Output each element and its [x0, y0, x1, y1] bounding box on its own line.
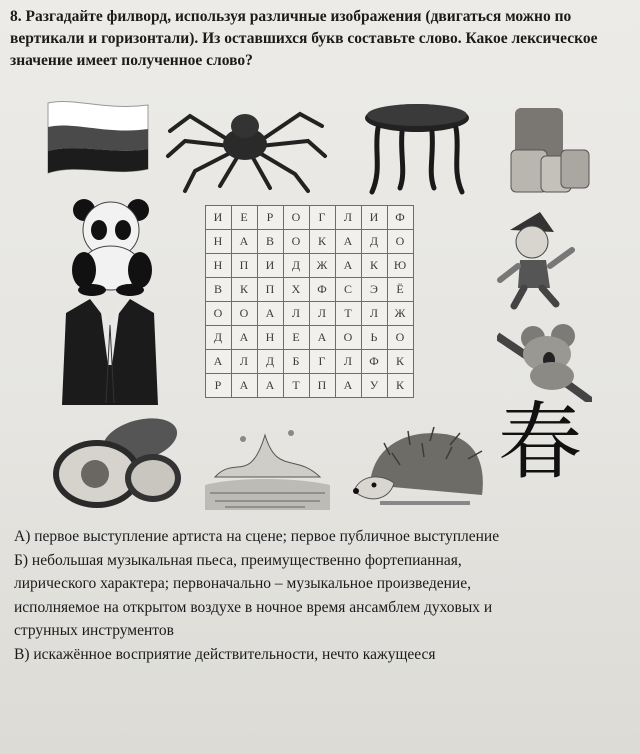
- water-splash-icon: [205, 415, 330, 510]
- grid-cell: А: [336, 254, 362, 278]
- grid-cell: О: [206, 302, 232, 326]
- grid-row: [206, 206, 414, 230]
- grid-cell: И: [206, 206, 232, 230]
- grid-cell: Л: [336, 206, 362, 230]
- grid-cell: В: [206, 278, 232, 302]
- grid-cell: О: [388, 230, 414, 254]
- grid-cell: С: [336, 278, 362, 302]
- grid-cell: Л: [310, 302, 336, 326]
- grid-cell: И: [258, 254, 284, 278]
- grid-cell: Э: [362, 278, 388, 302]
- grid-cell: П: [258, 278, 284, 302]
- grid-cell: Е: [284, 326, 310, 350]
- grid-cell: У: [362, 374, 388, 398]
- jacket-icon: [60, 295, 160, 407]
- grid-cell: А: [258, 302, 284, 326]
- grid-cell: О: [388, 326, 414, 350]
- grid-cell: А: [206, 350, 232, 374]
- grid-cell: Х: [284, 278, 310, 302]
- avocado-icon: [45, 412, 185, 512]
- hieroglyph-icon: 春: [498, 393, 583, 491]
- grid-cell: О: [232, 302, 258, 326]
- grid-cell: Д: [362, 230, 388, 254]
- grid-cell: Б: [284, 350, 310, 374]
- grid-cell: А: [336, 374, 362, 398]
- grid-cell: Ю: [388, 254, 414, 278]
- grid-cell: О: [284, 230, 310, 254]
- grid-cell: П: [232, 254, 258, 278]
- spider-icon: [160, 96, 330, 196]
- grid-row: [206, 230, 414, 254]
- grid-row: [206, 374, 414, 398]
- grid-row: [206, 350, 414, 374]
- grid-cell: Н: [206, 254, 232, 278]
- grid-cell: Л: [232, 350, 258, 374]
- grid-cell: Ж: [388, 302, 414, 326]
- grid-cell: О: [336, 326, 362, 350]
- grid-cell: К: [388, 374, 414, 398]
- grid-cell: Ж: [310, 254, 336, 278]
- grid-cell: Ё: [388, 278, 414, 302]
- definition-b-line-1: Б) небольшая музыкальная пьеса, преимущественно фортепианная,: [14, 551, 462, 569]
- definition-b-line-4: струнных инструментов: [14, 622, 174, 639]
- grid-cell: Л: [284, 302, 310, 326]
- grid-cell: К: [310, 230, 336, 254]
- grid-cell: А: [258, 374, 284, 398]
- flag-icon: [44, 97, 154, 183]
- grid-cell: Р: [206, 374, 232, 398]
- table-icon: [360, 100, 475, 200]
- bread-icon: [505, 100, 595, 198]
- grid-cell: Л: [362, 302, 388, 326]
- grid-cell: К: [388, 350, 414, 374]
- grid-cell: А: [232, 326, 258, 350]
- definition-b-line-3: исполняемое на открытом воздухе в ночное время ансамблем духовых и: [14, 598, 493, 616]
- grid-cell: А: [232, 230, 258, 254]
- grid-cell: Д: [258, 350, 284, 374]
- grid-cell: А: [336, 230, 362, 254]
- elf-icon: [490, 210, 580, 310]
- definition-v: В) искажённое восприятие действительности, нечто кажущееся: [14, 645, 436, 663]
- grid-cell: К: [362, 254, 388, 278]
- grid-row: [206, 278, 414, 302]
- grid-cell: Е: [232, 206, 258, 230]
- hedgehog-icon: [350, 425, 490, 510]
- grid-row: [206, 326, 414, 350]
- grid-row: [206, 254, 414, 278]
- definition-a: А) первое выступление артиста на сцене; первое публичное выступление: [14, 528, 500, 545]
- grid-cell: Л: [336, 350, 362, 374]
- grid-row: [206, 302, 414, 326]
- grid-cell: Д: [206, 326, 232, 350]
- grid-cell: Т: [284, 374, 310, 398]
- grid-cell: Ф: [310, 278, 336, 302]
- grid-cell: П: [310, 374, 336, 398]
- grid-cell: В: [258, 230, 284, 254]
- grid-cell: А: [310, 326, 336, 350]
- grid-cell: А: [232, 374, 258, 398]
- filword-grid: [205, 205, 414, 398]
- grid-cell: Г: [310, 350, 336, 374]
- definition-b-line-2: лирического характера; первоначально – музыкальное произведение,: [14, 575, 471, 592]
- grid-cell: О: [284, 206, 310, 230]
- grid-cell: Р: [258, 206, 284, 230]
- definitions-list: [14, 525, 626, 666]
- grid-cell: И: [362, 206, 388, 230]
- koala-icon: [497, 316, 592, 402]
- grid-cell: Д: [284, 254, 310, 278]
- panda-icon: [62, 196, 162, 296]
- grid-cell: Ф: [388, 206, 414, 230]
- grid-cell: Н: [258, 326, 284, 350]
- grid-cell: Ь: [362, 326, 388, 350]
- task-title: 8. Разгадайте филворд, используя различные изображения (двигаться можно по вертикали и горизонтали). Из оставшихся букв составьте слово. Какое лексическое значение имеет полученное слово?: [10, 8, 598, 69]
- grid-cell: Ф: [362, 350, 388, 374]
- grid-cell: Г: [310, 206, 336, 230]
- grid-cell: К: [232, 278, 258, 302]
- grid-cell: Н: [206, 230, 232, 254]
- grid-cell: Т: [336, 302, 362, 326]
